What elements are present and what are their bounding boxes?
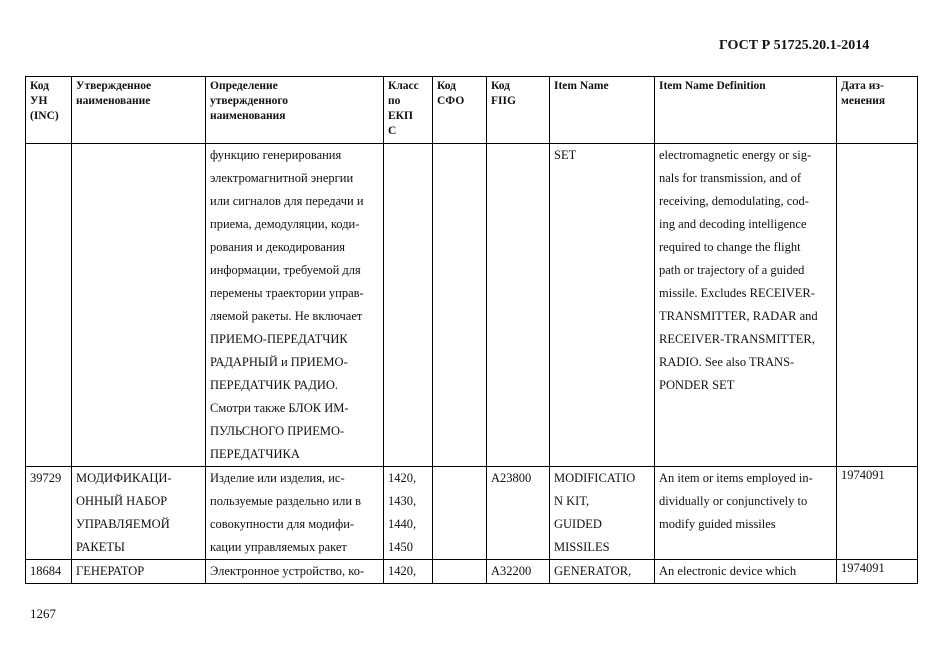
cell-inc [26,144,72,467]
column-header-line: Дата из- [841,80,884,92]
cell-line: ПЕРЕДАТЧИК РАДИО. [210,378,339,392]
cell-line: 1420, [388,471,417,485]
table-row [26,467,918,560]
cell-sfo [433,467,487,560]
cell-line: 1974091 [841,468,885,482]
column-header-item-definition [655,77,837,144]
column-header-item-name [550,77,655,144]
cell-line: electromagnetic energy or sig- [659,148,812,162]
cell-inc [26,560,72,584]
column-header-line: Код [491,80,511,92]
cell-line: или сигналов для передачи и [210,194,364,208]
table-body [26,144,918,584]
cell-line: 39729 [30,471,62,485]
cell-line: перемены траектории управ- [210,286,364,300]
cell-line: MISSILES [554,540,610,554]
cell-line: ГЕНЕРАТОР [76,564,145,578]
cell-date [837,467,918,560]
column-header-name-ru [72,77,206,144]
column-header-line: (INC) [30,110,59,122]
column-header-line: по [388,95,401,107]
cell-class [384,560,433,584]
cell-line: электромагнитной энергии [210,171,354,185]
cell-line: кации управляемых ракет [210,540,347,554]
cell-line: функцию генерирования [210,148,342,162]
cell-definition-ru [206,560,384,584]
cell-line: Электронное устройство, ко- [210,564,365,578]
cell-item-name [550,467,655,560]
cell-line: required to change the flight [659,240,801,254]
cell-item-name [550,560,655,584]
cell-line: GENERATOR, [554,564,632,578]
cell-line: 1440, [388,517,417,531]
cell-line: 1450 [388,540,413,554]
cell-line: Изделие или изделия, ис- [210,471,345,485]
column-header-line: УН [30,95,48,107]
cell-date [837,560,918,584]
column-header-inc [26,77,72,144]
cell-line: ОННЫЙ НАБОР [76,494,168,508]
cell-class [384,144,433,467]
column-header-line: Код [437,80,457,92]
cell-line: GUIDED [554,517,602,531]
cell-fiig [487,560,550,584]
cell-definition-ru [206,144,384,467]
column-header-line: наименование [76,95,151,107]
cell-line: RADIO. See also TRANS- [659,355,795,369]
cell-line: ПРИЕМО-ПЕРЕДАТЧИК [210,332,348,346]
cell-line: ляемой ракеты. Не включает [210,309,363,323]
cell-fiig [487,467,550,560]
table-row [26,144,918,467]
column-header-sfo [433,77,487,144]
cell-line: 1974091 [841,561,885,575]
column-header-line: Утвержденное [76,80,152,92]
cell-line: dividually or conjunctively to [659,494,808,508]
cell-line: приема, демодуляции, коди- [210,217,360,231]
cell-line: УПРАВЛЯЕМОЙ [76,517,170,531]
cell-line: An electronic device which [659,564,797,578]
cell-line: совокупности для модифи- [210,517,355,531]
column-header-line: Item Name [554,80,609,92]
cell-line: пользуемые раздельно или в [210,494,362,508]
document-standard-title: ГОСТ Р 51725.20.1-2014 [719,38,870,53]
column-header-line: Код [30,80,50,92]
cell-line: 1420, [388,564,417,578]
cell-date [837,144,918,467]
column-header-line: менения [841,95,886,107]
column-header-definition-ru [206,77,384,144]
cell-name-ru [72,467,206,560]
cell-item-name [550,144,655,467]
column-header-date [837,77,918,144]
cell-line: 1430, [388,494,417,508]
cell-line: ПУЛЬСНОГО ПРИЕМО- [210,424,345,438]
table-header-row [26,77,918,144]
table-row [26,560,918,584]
cell-item-definition [655,467,837,560]
cell-line: nals for transmission, and of [659,171,801,185]
catalog-table [25,76,918,584]
cell-line: An item or items employed in- [659,471,813,485]
cell-item-definition [655,144,837,467]
cell-line: SET [554,148,577,162]
cell-line: A23800 [491,471,532,485]
cell-fiig [487,144,550,467]
column-header-fiig [487,77,550,144]
cell-line: PONDER SET [659,378,735,392]
cell-line: информации, требуемой для [210,263,361,277]
column-header-line: Класс [388,80,419,92]
cell-inc [26,467,72,560]
cell-item-definition [655,560,837,584]
column-header-line: ЕКП [388,110,413,122]
cell-name-ru [72,560,206,584]
cell-name-ru [72,144,206,467]
column-header-line: СФО [437,95,465,107]
cell-definition-ru [206,467,384,560]
column-header-line: С [388,125,397,137]
page-number: 1267 [30,606,56,621]
cell-line: MODIFICATIO [554,471,636,485]
column-header-class [384,77,433,144]
cell-line: МОДИФИКАЦИ- [76,471,172,485]
cell-line: 18684 [30,564,62,578]
cell-line: path or trajectory of a guided [659,263,805,277]
column-header-line: наименования [210,110,286,122]
cell-line: ing and decoding intelligence [659,217,807,231]
column-header-line: FIIG [491,95,516,107]
cell-line: Смотри также БЛОК ИМ- [210,401,349,415]
cell-line: RECEIVER-TRANSMITTER, [659,332,815,346]
cell-line: N KIT, [554,494,590,508]
cell-class [384,467,433,560]
cell-line: missile. Excludes RECEIVER- [659,286,815,300]
cell-sfo [433,144,487,467]
cell-line: РАКЕТЫ [76,540,125,554]
cell-line: рования и декодирования [210,240,346,254]
cell-line: ПЕРЕДАТЧИКА [210,447,300,461]
cell-line: TRANSMITTER, RADAR and [659,309,818,323]
column-header-line: Item Name Definition [659,80,766,92]
cell-line: РАДАРНЫЙ и ПРИЕМО- [210,355,348,369]
cell-sfo [433,560,487,584]
column-header-line: Определение [210,80,278,92]
cell-line: A32200 [491,564,532,578]
cell-line: modify guided missiles [659,517,776,531]
column-header-line: утвержденного [210,95,289,107]
cell-line: receiving, demodulating, cod- [659,194,809,208]
